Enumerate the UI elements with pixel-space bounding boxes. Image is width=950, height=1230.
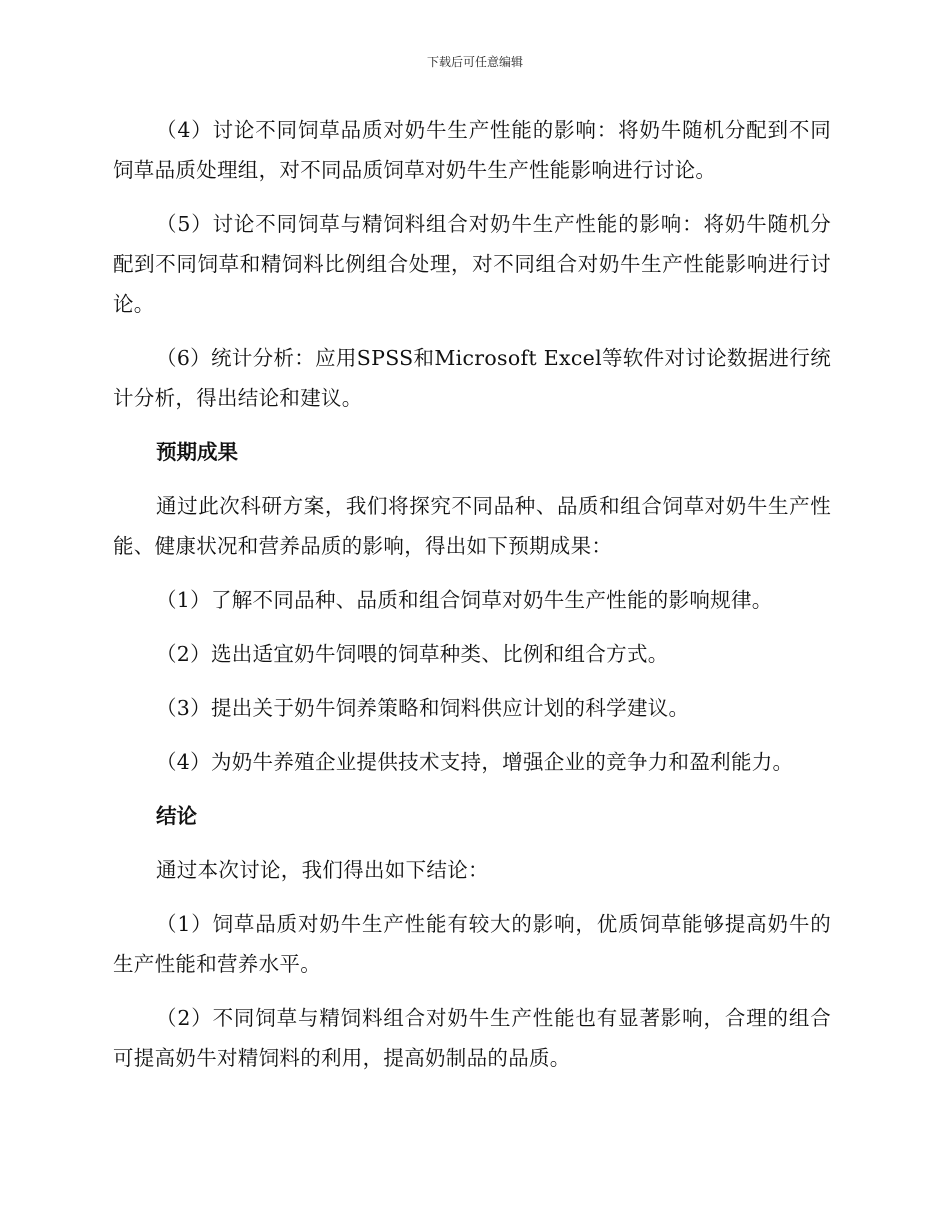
paragraph-expected-2: （2）选出适宜奶牛饲喂的饲草种类、比例和组合方式。 xyxy=(156,642,669,666)
document-body xyxy=(113,110,831,1092)
paragraph-method-6: （6）统计分析：应用SPSS和Microsoft Excel等软件对讨论数据进行统计分析，得出结论和建议。 xyxy=(113,346,831,410)
paragraph-conclusion-intro: 通过本次讨论，我们得出如下结论： xyxy=(156,858,489,882)
paragraph-expected-3: （3）提出关于奶牛饲养策略和饲料供应计划的科学建议。 xyxy=(156,696,690,720)
paragraph-expected-1: （1）了解不同品种、品质和组合饲草对奶牛生产性能的影响规律。 xyxy=(156,588,773,612)
paragraph-conclusion-2: （2）不同饲草与精饲料组合对奶牛生产性能也有显著影响，合理的组合可提高奶牛对精饲料的利用，提高奶制品的品质。 xyxy=(113,1006,831,1070)
paragraph-method-4: （4）讨论不同饲草品质对奶牛生产性能的影响：将奶牛随机分配到不同饲草品质处理组，对不同品质饲草对奶牛生产性能影响进行讨论。 xyxy=(113,118,831,182)
paragraph-conclusion-1: （1）饲草品质对奶牛生产性能有较大的影响，优质饲草能够提高奶牛的生产性能和营养水平。 xyxy=(113,912,831,976)
heading-conclusion: 结论 xyxy=(156,804,197,828)
paragraph-expected-intro: 通过此次科研方案，我们将探究不同品种、品质和组合饲草对奶牛生产性能、健康状况和营养品质的影响，得出如下预期成果： xyxy=(113,494,831,558)
heading-expected-results: 预期成果 xyxy=(156,440,238,464)
paragraph-expected-4: （4）为奶牛养殖企业提供技术支持，增强企业的竞争力和盈利能力。 xyxy=(156,750,794,774)
page-header: 下载后可任意编辑 xyxy=(426,55,523,69)
paragraph-method-5: （5）讨论不同饲草与精饲料组合对奶牛生产性能的影响：将奶牛随机分配到不同饲草和精饲料比例组合处理，对不同组合对奶牛生产性能影响进行讨论。 xyxy=(113,212,831,316)
